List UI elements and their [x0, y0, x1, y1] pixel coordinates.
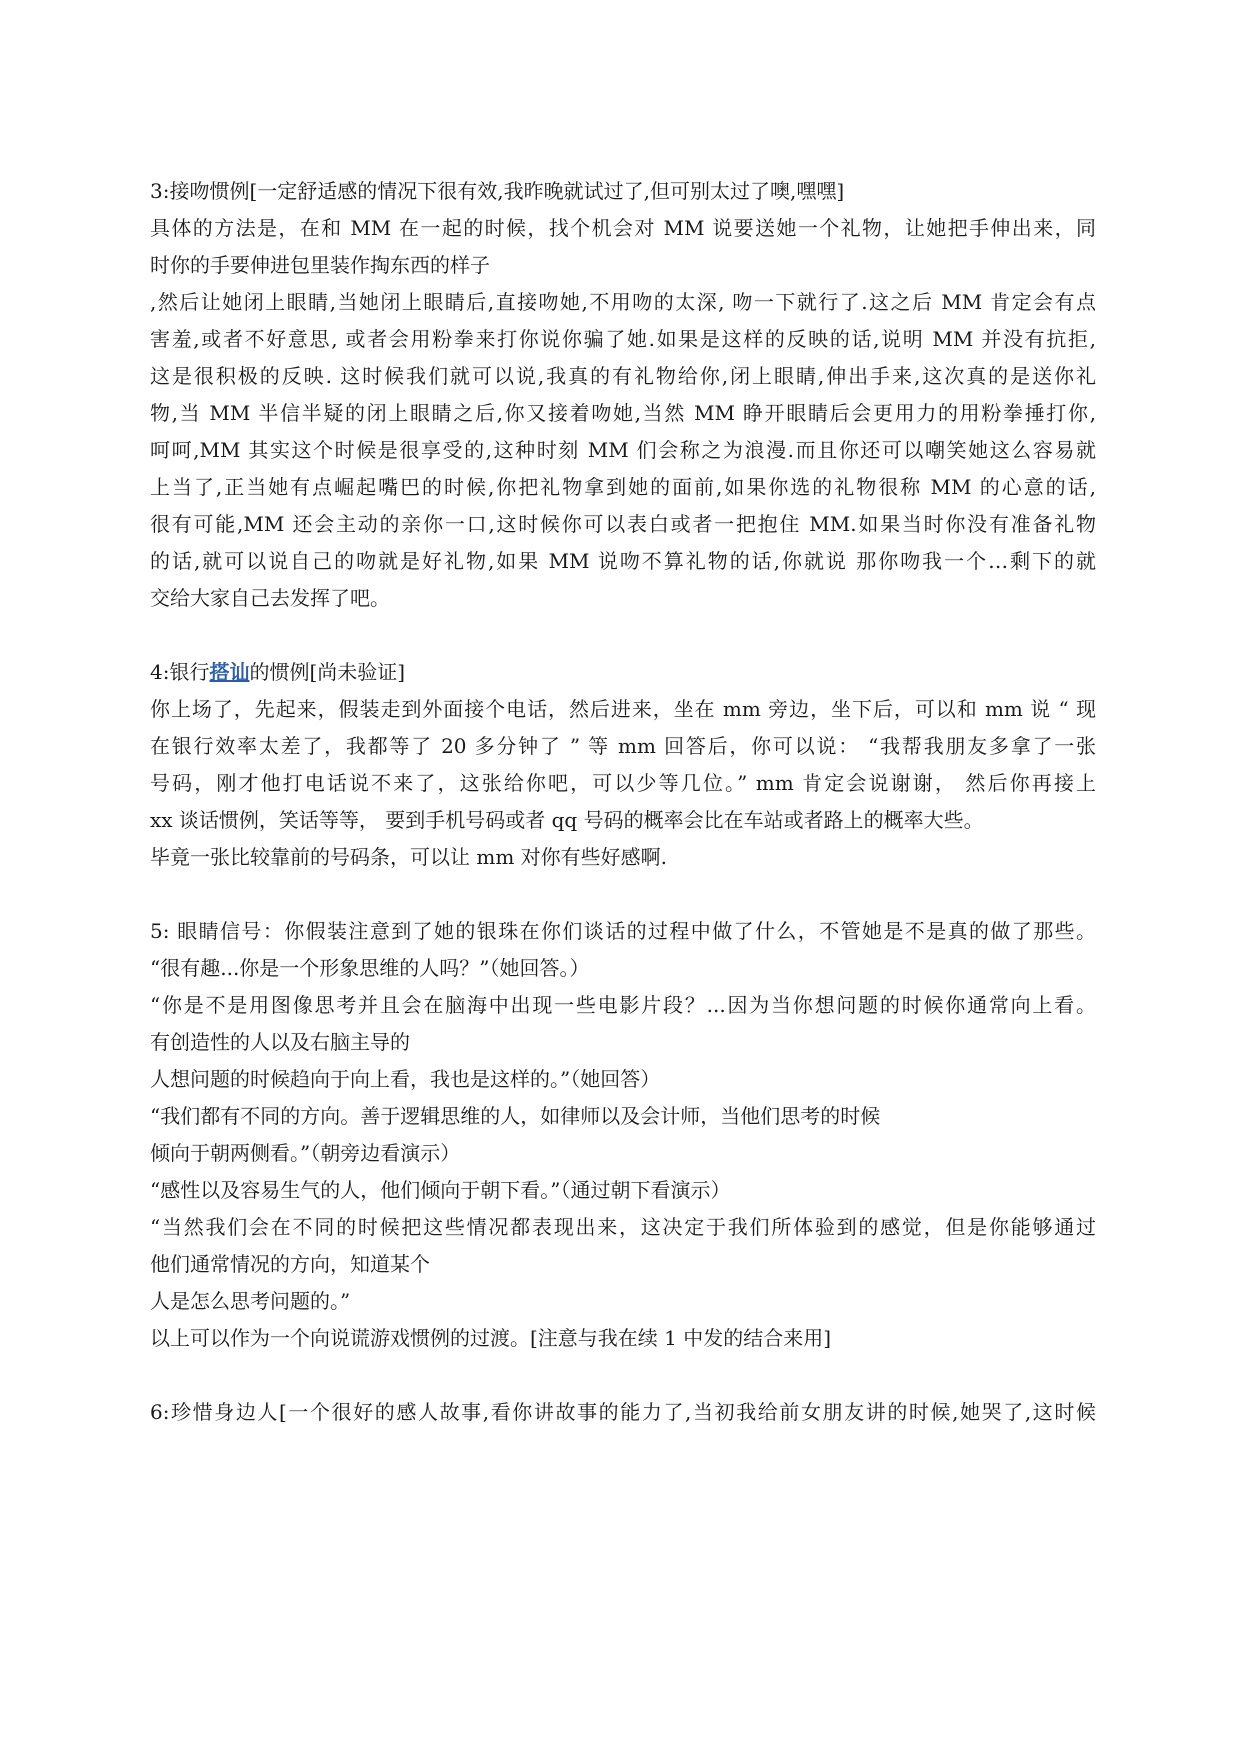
section-5-line: “我们都有不同的方向。善于逻辑思维的人，如律师以及会计师，当他们思考的时候	[150, 1104, 881, 1128]
section-3-line: 物,当 MM 半信半疑的闭上眼睛之后,你又接着吻她,当然 MM 睁开眼睛后会更用力的用粉拳捶打你,	[150, 401, 1096, 425]
heading-prefix: 4:银行	[150, 660, 210, 684]
section-4-line: 在银行效率太差了，我都等了 20 多分钟了 ” 等 mm 回答后，你可以说： “我帮我朋友多拿了一张	[150, 734, 1096, 758]
section-5-line: “当然我们会在不同的时候把这些情况都表现出来，这决定于我们所体验到的感觉，但是你能够通过	[150, 1215, 1096, 1239]
section-3-line: 呵呵,MM 其实这个时候是很享受的,这种时刻 MM 们会称之为浪漫.而且你还可以嘲笑她这么容易就	[150, 438, 1096, 462]
section-6-heading: 6:珍惜身边人[一个很好的感人故事,看你讲故事的能力了,当初我给前女朋友讲的时候,她哭了,这时候	[150, 1400, 1096, 1424]
section-5-line: 以上可以作为一个向说谎游戏惯例的过渡。[注意与我在续 1 中发的结合来用]	[150, 1326, 832, 1350]
section-3-line: 交给大家自己去发挥了吧。	[150, 586, 390, 610]
section-4-line: 你上场了，先起来，假装走到外面接个电话，然后进来，坐在 mm 旁边，坐下后，可以和 mm 说 “ 现	[150, 697, 1096, 721]
section-5-heading: 5: 眼睛信号：你假装注意到了她的银珠在你们谈话的过程中做了什么，不管她是不是真的做了那些。	[150, 919, 1096, 943]
section-3-line: 很有可能,MM 还会主动的亲你一口,这时候你可以表白或者一把抱住 MM.如果当时你没有准备礼物	[150, 512, 1096, 536]
section-4-heading	[150, 658, 405, 686]
section-4-line: xx 谈话惯例，笑话等等， 要到手机号码或者 qq 号码的概率会比在车站或者路上的概率大些。	[150, 808, 984, 832]
section-3-heading: 3:接吻惯例[一定舒适感的情况下很有效,我昨晚就试过了,但可别太过了噢,嘿嘿]	[150, 179, 845, 203]
section-5-line: “你是不是用图像思考并且会在脑海中出现一些电影片段？...因为当你想问题的时候你通常向上看。	[150, 993, 1096, 1017]
section-5-line: “感性以及容易生气的人，他们倾向于朝下看。”（通过朝下看演示）	[150, 1178, 731, 1202]
section-3-line: 时你的手要伸进包里装作掏东西的样子	[150, 253, 490, 277]
section-3-line: 害羞,或者不好意思, 或者会用粉拳来打你说你骗了她.如果是这样的反映的话,说明 MM 并没有抗拒,	[150, 327, 1096, 351]
section-4-line: 号码，刚才他打电话说不来了，这张给你吧，可以少等几位。” mm 肯定会说谢谢， 然后你再接上	[150, 771, 1096, 795]
section-5-line: 有创造性的人以及右脑主导的	[150, 1030, 410, 1054]
section-5-line: 他们通常情况的方向，知道某个	[150, 1252, 430, 1276]
heading-suffix: 的惯例[尚未验证]	[249, 660, 406, 684]
section-3-line: 的话,就可以说自己的吻就是好礼物,如果 MM 说吻不算礼物的话,你就说 那你吻我一个…剩下的就	[150, 549, 1096, 573]
section-5-line: 倾向于朝两侧看。”（朝旁边看演示）	[150, 1141, 461, 1165]
section-3-line: ,然后让她闭上眼睛,当她闭上眼睛后,直接吻她,不用吻的太深, 吻一下就行了.这之后 MM 肯定会有点	[150, 290, 1096, 314]
section-5-line: 人是怎么思考问题的。”	[150, 1289, 351, 1313]
section-5-line: 人想问题的时候趋向于向上看，我也是这样的。”（她回答）	[150, 1067, 661, 1091]
keyword-link[interactable]: 搭讪	[209, 660, 250, 684]
section-3-line: 这是很积极的反映. 这时候我们就可以说,我真的有礼物给你,闭上眼睛,伸出手来,这次真的是送你礼	[150, 364, 1096, 388]
section-3-line: 上当了,正当她有点崛起嘴巴的时候,你把礼物拿到她的面前,如果你选的礼物很称 MM 的心意的话,	[150, 475, 1096, 499]
section-4-line: 毕竟一张比较靠前的号码条，可以让 mm 对你有些好感啊.	[150, 845, 668, 869]
section-3-line: 具体的方法是，在和 MM 在一起的时候，找个机会对 MM 说要送她一个礼物，让她把手伸出来，同	[150, 216, 1096, 240]
section-5-line: “很有趣...你是一个形象思维的人吗？”（她回答。）	[150, 956, 590, 980]
